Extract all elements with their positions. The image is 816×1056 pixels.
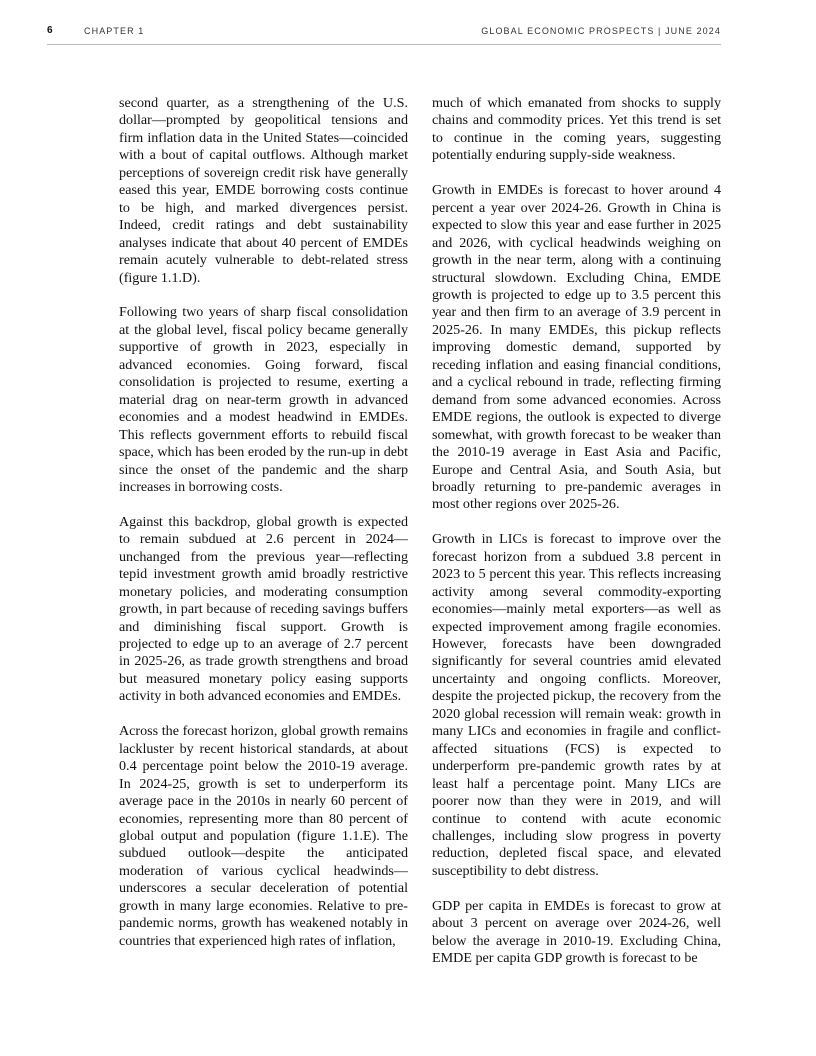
paragraph: much of which emanated from shocks to supply chains and commodity prices. Yet this trend is set to continue in the coming years, suggesting potentially enduring supply-side weakness. — [432, 95, 721, 164]
running-header — [47, 25, 721, 45]
right-column — [432, 95, 721, 985]
paragraph: Growth in EMDEs is forecast to hover around 4 percent a year over 2024-26. Growth in China is expected to slow this year and ease further in 2025 and 2026, with cyclical headwinds weighing on growth in the near term, along with a continuing structural slowdown. Excluding China, EMDE growth is projected to edge up to 3.5 percent this year and then firm to an average of 3.9 percent in 2025-26. In many EMDEs, this pickup reflects improving domestic demand, supported by receding inflation and easing financial conditions, and a cyclical rebound in trade, reflecting firming demand from some advanced economies. Across EMDE regions, the outlook is expected to diverge somewhat, with growth forecast to be weaker than the 2010-19 average in East Asia and Pacific, Europe and Central Asia, and South Asia, but broadly returning to pre-pandemic averages in most other regions over 2025-26. — [432, 182, 721, 513]
paragraph: Against this backdrop, global growth is expected to remain subdued at 2.6 percent in 2024—unchanged from the previous year—reflecting tepid investment growth amid broadly restrictive monetary policies, and moderating consumption growth, in part because of receding savings buffers and diminishing fiscal support. Growth is projected to edge up to an average of 2.7 percent in 2025-26, as trade growth strengthens and broad but measured monetary policy easing supports activity in both advanced economies and EMDEs. — [119, 513, 408, 705]
page-number: 6 — [47, 25, 54, 36]
paragraph: Following two years of sharp fiscal consolidation at the global level, fiscal policy became generally supportive of growth in 2023, especially in advanced economies. Going forward, fiscal consolidation is projected to resume, exerting a material drag on near-term growth in advanced economies and a modest headwind in EMDEs. This reflects government efforts to rebuild fiscal space, which has been eroded by the run-up in debt since the onset of the pandemic and the sharp increases in borrowing costs. — [119, 304, 408, 495]
chapter-label: CHAPTER 1 — [84, 26, 145, 36]
paragraph: GDP per capita in EMDEs is forecast to grow at about 3 percent on average over 2024-26, well below the average in 2010-19. Excluding China, EMDE per capita GDP growth is forecast to be — [432, 897, 721, 967]
left-column — [119, 95, 408, 968]
paragraph: second quarter, as a strengthening of the U.S. dollar—prompted by geopolitical tensions and firm inflation data in the United States—coincided with a bout of capital outflows. Although market perceptions of sovereign credit risk have generally eased this year, EMDE borrowing costs continue to be high, and marked divergences persist. Indeed, credit ratings and debt sustainability analyses indicate that about 40 percent of EMDEs remain acutely vulnerable to debt-related stress (figure 1.1.D). — [119, 95, 408, 286]
paragraph: Growth in LICs is forecast to improve over the forecast horizon from a subdued 3.8 percent in 2023 to 5 percent this year. This reflects increasing activity among several commodity-exporting economies—mainly metal exporters—as well as expected improvement among fragile economies. However, forecasts have been downgraded significantly for several countries amid elevated uncertainty and ongoing conflicts. Moreover, despite the projected pickup, the recovery from the 2020 global recession will remain weak: growth in many LICs and economies in fragile and conflict-affected situations (FCS) is expected to underperform pre-pandemic growth rates by at least half a percentage point. Many LICs are poorer now than they were in 2019, and will continue to contend with acute economic challenges, including slow progress in poverty reduction, depleted fiscal space, and elevated susceptibility to debt distress. — [432, 531, 721, 879]
publication-title: GLOBAL ECONOMIC PROSPECTS | JUNE 2024 — [481, 26, 721, 36]
header-divider — [47, 44, 721, 45]
paragraph: Across the forecast horizon, global growth remains lackluster by recent historical standards, at about 0.4 percentage point below the 2010-19 average. In 2024-25, growth is set to underperform its average pace in the 2010s in nearly 60 percent of economies, representing more than 80 percent of global output and population (figure 1.1.E). The subdued outlook—despite the anticipated moderation of various cyclical headwinds—underscores a secular deceleration of potential growth in many large economies. Relative to pre-pandemic norms, growth has weakened notably in countries that experienced high rates of inflation, — [119, 723, 408, 949]
